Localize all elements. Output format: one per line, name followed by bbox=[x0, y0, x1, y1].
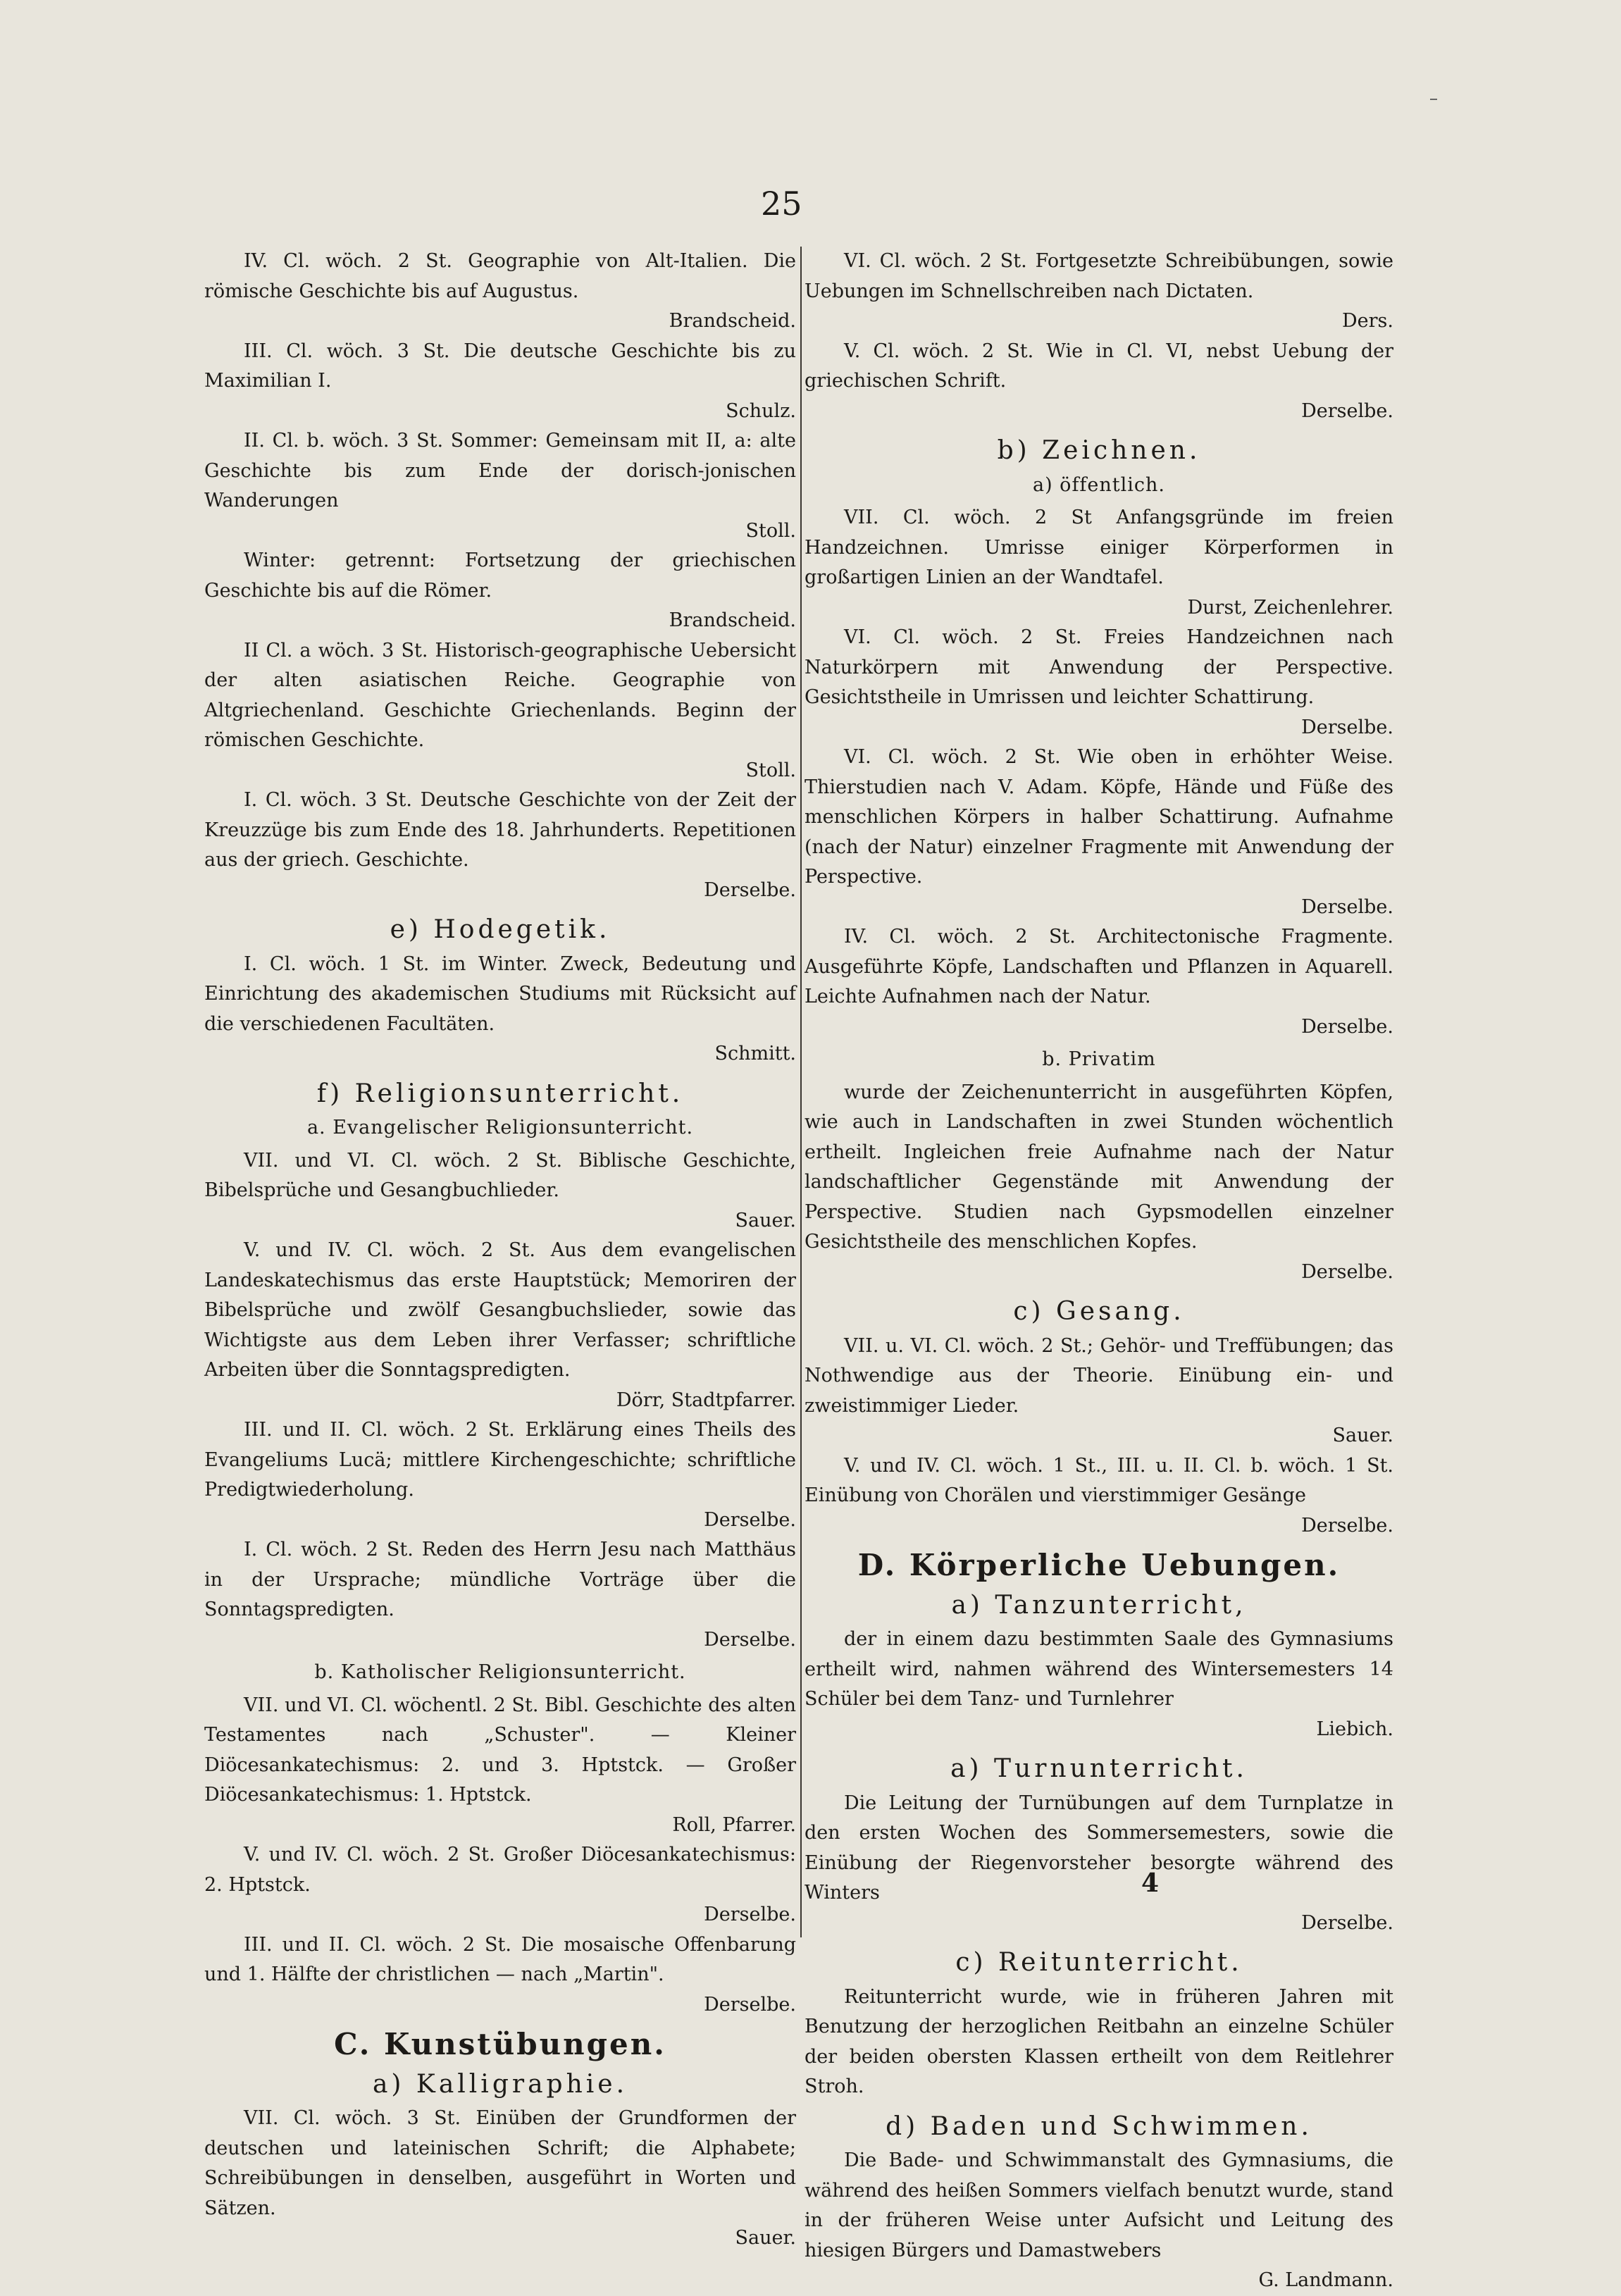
teacher-name: Liebich. bbox=[1316, 1718, 1393, 1740]
teacher-name: Schulz. bbox=[726, 399, 796, 422]
heading: c) Gesang. bbox=[1013, 1297, 1185, 1326]
paragraph-text: I. Cl. wöch. 2 St. Reden des Herrn Jesu nach Matthäus in der Ursprache; mündliche Vorträge über die Sonntagspredigten. bbox=[204, 1539, 796, 1620]
teacher-name: Derselbe. bbox=[1301, 1514, 1393, 1537]
section-heading: D. Körperliche Uebungen. bbox=[857, 1548, 1341, 1582]
paragraph bbox=[204, 1691, 796, 1841]
paragraph-text: I. Cl. wöch. 1 St. im Winter. Zweck, Bedeutung und Einrichtung des akademischen Studiums mit Rücksicht auf die verschiedenen Facultäten. bbox=[204, 952, 796, 1035]
paragraph bbox=[204, 1535, 796, 1655]
paragraph-text: III. und II. Cl. wöch. 2 St. Erklärung eines Theils des Evangeliums Lucä; mittlere Kirchengeschichte; schriftliche Predigtwiederholung. bbox=[204, 1419, 796, 1501]
heading: d) Baden und Schwimmen. bbox=[886, 2111, 1312, 2141]
heading: f) Religionsunterricht. bbox=[316, 1079, 684, 1108]
paragraph-text: III. und II. Cl. wöch. 2 St. Die mosaische Offenbarung und 1. Hälfte der christlichen — nach „Martin". bbox=[204, 1933, 796, 1985]
page-number: 25 bbox=[761, 185, 802, 223]
paragraph bbox=[805, 743, 1393, 922]
teacher-name: Stoll. bbox=[745, 519, 796, 542]
paragraph-text: VII. und VI. Cl. wöchentl. 2 St. Bibl. Geschichte des alten Testamentes nach „Schuster". — Kleiner Diöcesankatechismus: 2. und 3. Hptstck. — Großer Diöcesankatechismus: 1. Hptstck. bbox=[204, 1694, 796, 1806]
paragraph bbox=[805, 1332, 1393, 1451]
section-heading: C. Kunstübungen. bbox=[334, 2027, 666, 2061]
teacher-name: Dörr, Stadtpfarrer. bbox=[616, 1389, 796, 1411]
teacher-name: Derselbe. bbox=[1301, 1260, 1393, 1283]
teacher-name: Sauer. bbox=[735, 1209, 796, 1231]
paragraph bbox=[805, 1625, 1393, 1744]
paragraph bbox=[204, 2104, 796, 2254]
paragraph-text: II Cl. a wöch. 3 St. Historisch-geographische Uebersicht der alten asiatischen Reiche. Geographie von Altgriechenland. Geschichte Griechenlands. Beginn der römischen Geschichte. bbox=[204, 639, 796, 751]
paragraph-text: VII. u. VI. Cl. wöch. 2 St.; Gehör- und Treffübungen; das Nothwendige aus der Theorie. Einübung ein- und zweistimmiger Lieder. bbox=[805, 1334, 1393, 1417]
paragraph bbox=[204, 950, 796, 1069]
paragraph-text: I. Cl. wöch. 3 St. Deutsche Geschichte von der Zeit der Kreuzzüge bis zum Ende des 18. Jahrhunderts. Repetitionen aus der griech. Geschichte. bbox=[204, 789, 796, 871]
teacher-name: G. Landmann. bbox=[1258, 2269, 1393, 2291]
paragraph-text: V. und IV. Cl. wöch. 2 St. Großer Diöcesankatechismus: 2. Hptstck. bbox=[204, 1844, 796, 1896]
paragraph bbox=[204, 786, 796, 905]
paragraph-text: VII. und VI. Cl. wöch. 2 St. Biblische Geschichte, Bibelsprüche und Gesangbuchlieder. bbox=[204, 1149, 796, 1201]
teacher-name: Derselbe. bbox=[704, 1508, 796, 1531]
scan-mark bbox=[1430, 99, 1437, 100]
paragraph-text: IV. Cl. wöch. 2 St. Architectonische Fragmente. Ausgeführte Köpfe, Landschaften und Pflanzen in Aquarell. Leichte Aufnahmen nach der Natur. bbox=[805, 926, 1393, 1007]
paragraph bbox=[805, 1982, 1393, 2102]
teacher-name: Ders. bbox=[1342, 310, 1393, 332]
paragraph bbox=[805, 337, 1393, 427]
teacher-name: Derselbe. bbox=[704, 879, 796, 901]
teacher-name: Roll, Pfarrer. bbox=[672, 1813, 796, 1836]
teacher-name: Derselbe. bbox=[1301, 1911, 1393, 1934]
paragraph-text: VII. Cl. wöch. 3 St. Einüben der Grundformen der deutschen und lateinischen Schrift; die Alphabete; Schreibübungen in denselben, ausgeführt in Worten und Sätzen. bbox=[204, 2107, 796, 2219]
paragraph bbox=[204, 337, 796, 427]
paragraph bbox=[204, 1236, 796, 1415]
paragraph-text: VI. Cl. wöch. 2 St. Freies Handzeichnen nach Naturkörpern mit Anwendung der Perspective. Gesichtstheile in Umrissen und leichter Schattirung. bbox=[805, 626, 1393, 708]
paragraph bbox=[204, 636, 796, 786]
heading: b) Zeichnen. bbox=[997, 436, 1201, 465]
subheading: a. Evangelischer Religionsunterricht. bbox=[306, 1117, 694, 1138]
teacher-name: Derselbe. bbox=[1301, 1015, 1393, 1038]
paragraph-text: II. Cl. b. wöch. 3 St. Sommer: Gemeinsam mit II, a: alte Geschichte bis zum Ende der dorisch-jonischen Wanderungen bbox=[204, 430, 796, 511]
teacher-name: Derselbe. bbox=[704, 1904, 796, 1925]
teacher-name: Derselbe. bbox=[1301, 716, 1393, 738]
teacher-name: Derselbe. bbox=[704, 1628, 796, 1651]
paragraph bbox=[204, 1415, 796, 1535]
heading: c) Reitunterricht. bbox=[955, 1948, 1243, 1977]
paragraph bbox=[805, 623, 1393, 743]
paragraph-text: V. und IV. Cl. wöch. 2 St. Aus dem evangelischen Landeskatechismus das erste Hauptstück; Memoriren der Bibelsprüche und zwölf Gesangbuchslieder, sowie das Wichtigste aus dem Leben ihrer Verfasser; schriftliche Arbeiten über die Sonntagspredigten. bbox=[204, 1239, 796, 1381]
paragraph bbox=[204, 426, 796, 546]
paragraph bbox=[805, 503, 1393, 623]
paragraph bbox=[204, 546, 796, 636]
column-divider bbox=[800, 247, 802, 1937]
teacher-name: Sauer. bbox=[735, 2227, 796, 2249]
subheading: b. Privatim bbox=[1042, 1048, 1156, 1070]
teacher-name: Derselbe. bbox=[1301, 399, 1393, 422]
paragraph-text: der in einem dazu bestimmten Saale des Gymnasiums ertheilt wird, nahmen während des Wintersemesters 14 Schüler bei dem Tanz- und Turnlehrer bbox=[805, 1628, 1393, 1710]
paragraph bbox=[204, 1930, 796, 2021]
paragraph-text: Winter: getrennt: Fortsetzung der griechischen Geschichte bis auf die Römer. bbox=[204, 550, 796, 602]
left-column bbox=[204, 247, 796, 2254]
paragraph bbox=[805, 2146, 1393, 2296]
right-column bbox=[805, 247, 1393, 2296]
paragraph bbox=[204, 1146, 796, 1236]
paragraph bbox=[805, 1789, 1393, 1939]
teacher-name: Sauer. bbox=[1332, 1425, 1393, 1446]
paragraph-text: V. und IV. Cl. wöch. 1 St., III. u. II. Cl. b. wöch. 1 St. Einübung von Chorälen und vierstimmiger Gesänge bbox=[805, 1454, 1393, 1506]
paragraph-text: VI. Cl. wöch. 2 St. Fortgesetzte Schreibübungen, sowie Uebungen im Schnellschreiben nach Dictaten. bbox=[805, 250, 1393, 302]
subheading: b. Katholischer Religionsunterricht. bbox=[314, 1661, 686, 1683]
paragraph-text: Reitunterricht wurde, wie in früheren Jahren mit Benutzung der herzoglichen Reitbahn an einzelne Schüler der beiden obersten Klassen ertheilt von dem Reitlehrer Stroh. bbox=[805, 1985, 1393, 2097]
paragraph-text: Die Leitung der Turnübungen auf dem Turnplatze in den ersten Wochen des Sommersemesters, sowie die Einübung der Riegenvorsteher besorgte während des Winters bbox=[805, 1792, 1393, 1904]
paragraph-text: VII. Cl. wöch. 2 St Anfangsgründe im freien Handzeichnen. Umrisse einiger Körperformen in großartigen Linien an der Wandtafel. bbox=[805, 507, 1393, 588]
paragraph bbox=[805, 247, 1393, 337]
paragraph bbox=[805, 1451, 1393, 1541]
paragraph-text: V. Cl. wöch. 2 St. Wie in Cl. VI, nebst Uebung der griechischen Schrift. bbox=[805, 340, 1393, 392]
teacher-name: Derselbe. bbox=[704, 1993, 796, 2016]
paragraph bbox=[805, 922, 1393, 1042]
paragraph bbox=[204, 247, 796, 337]
paragraph-text: wurde der Zeichenunterricht in ausgeführten Köpfen, wie auch in Landschaften in zwei Stunden wöchentlich ertheilt. Ingleichen freie Aufnahme nach der Natur landschaftlicher Gegenstände mit Anwendung der Perspective. Studien nach Gypsmodellen einzelner Gesichtstheile des menschlichen Kopfes. bbox=[805, 1081, 1393, 1253]
teacher-name: Brandscheid. bbox=[669, 609, 796, 631]
heading: a) Tanzunterricht, bbox=[951, 1590, 1247, 1620]
teacher-name: Schmitt. bbox=[714, 1043, 796, 1065]
teacher-name: Derselbe. bbox=[1301, 895, 1393, 918]
heading: e) Hodegetik. bbox=[390, 915, 611, 944]
paragraph-text: III. Cl. wöch. 3 St. Die deutsche Geschichte bis zu Maximilian I. bbox=[204, 340, 796, 392]
heading: a) Kalligraphie. bbox=[372, 2069, 628, 2099]
heading: a) Turnunterricht. bbox=[950, 1754, 1248, 1783]
paragraph bbox=[204, 1840, 796, 1930]
printer-signature: 4 bbox=[1141, 1868, 1160, 1898]
paragraph-text: Die Bade- und Schwimmanstalt des Gymnasiums, die während des heißen Sommers vielfach benutzt wurde, stand in der früheren Weise unter Aufsicht und Leitung des hiesigen Bürgers und Damastwebers bbox=[805, 2149, 1393, 2261]
teacher-name: Stoll. bbox=[745, 759, 796, 781]
paragraph-text: IV. Cl. wöch. 2 St. Geographie von Alt-Italien. Die römische Geschichte bis auf Augustus. bbox=[204, 250, 796, 302]
paragraph-text: VI. Cl. wöch. 2 St. Wie oben in erhöhter Weise. Thierstudien nach V. Adam. Köpfe, Hände und Füße des menschlichen Körpers in halber Schattirung. Aufnahme (nach der Natur) einzelner Fragmente mit Anwendung der Perspective. bbox=[805, 746, 1393, 888]
subheading: a) öffentlich. bbox=[1032, 473, 1166, 496]
teacher-name: Brandscheid. bbox=[669, 310, 796, 332]
paragraph bbox=[805, 1078, 1393, 1288]
teacher-name: Durst, Zeichenlehrer. bbox=[1187, 596, 1393, 619]
